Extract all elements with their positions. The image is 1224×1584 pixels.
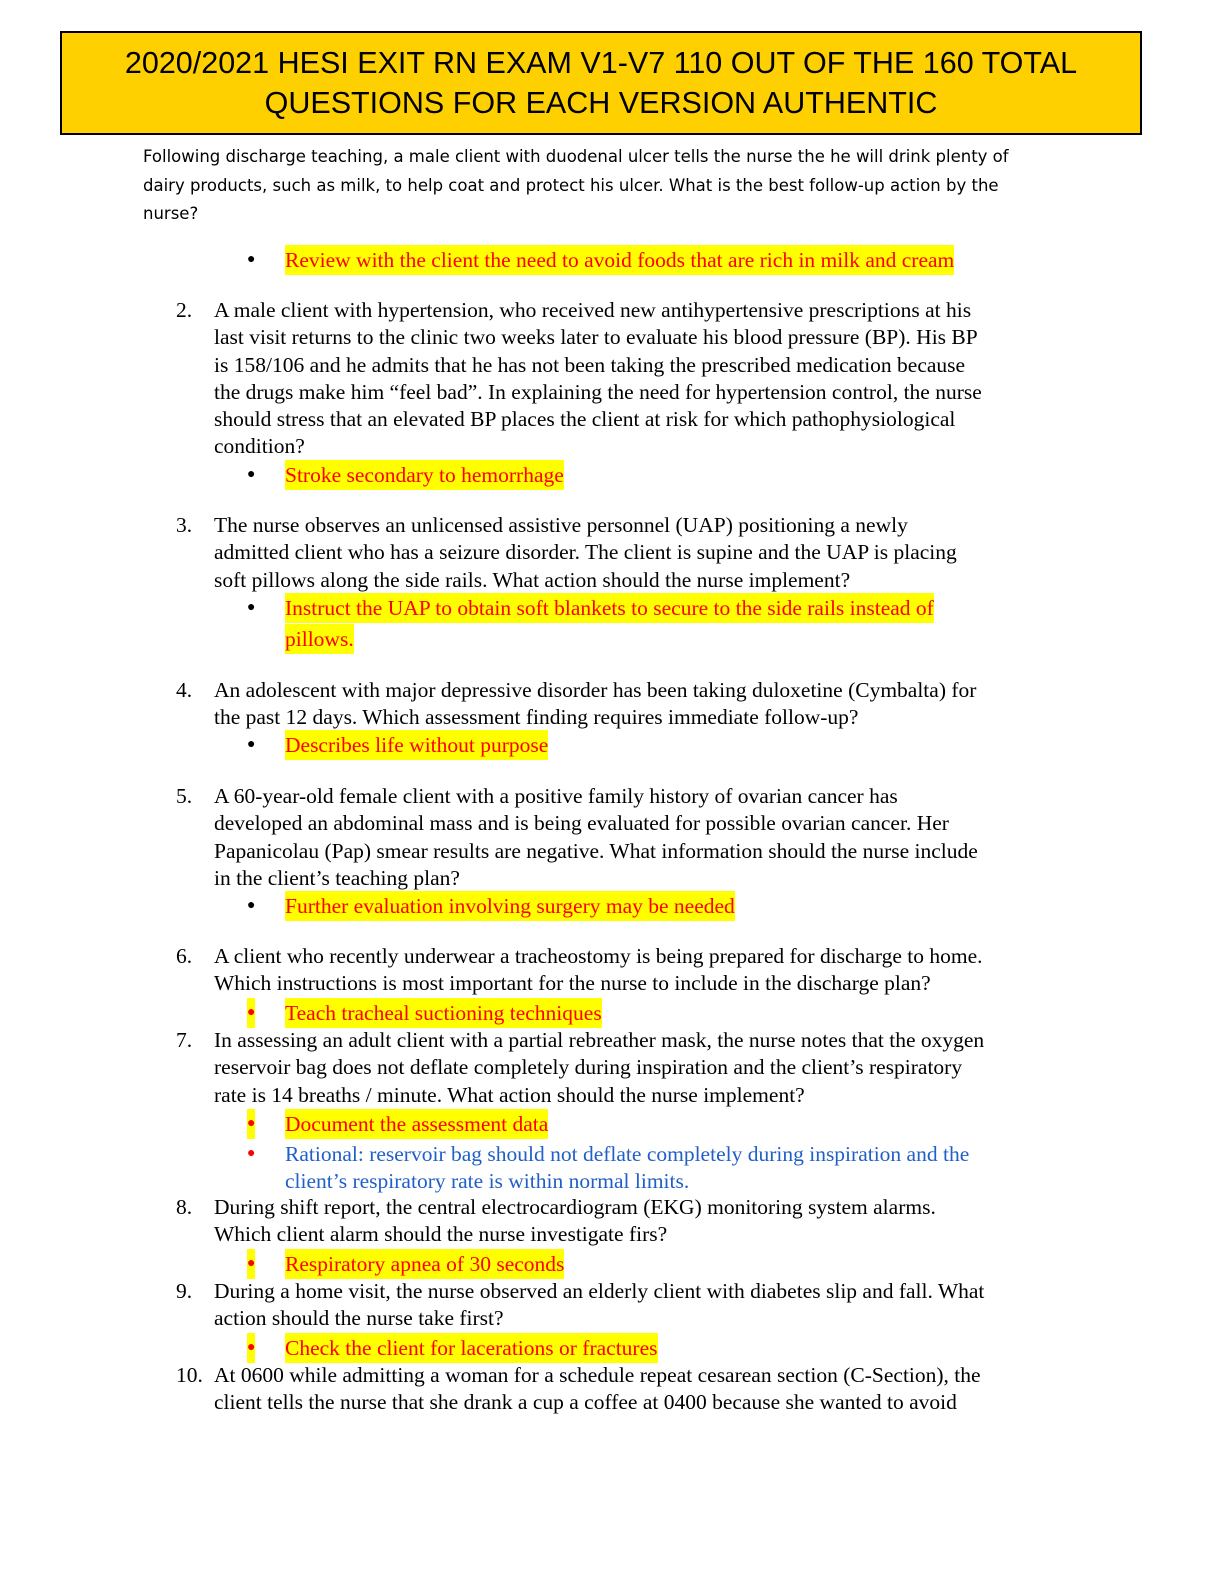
bullet-icon: ● (247, 252, 256, 267)
question-line: During a home visit, the nurse observed an elderly client with diabetes slip and fall. What (214, 1279, 985, 1303)
question-line: the drugs make him “feel bad”. In explaining the need for hypertension control, the nurse (214, 379, 982, 404)
title-line-2: QUESTIONS FOR EACH VERSION AUTHENTIC (264, 86, 938, 120)
answer-text: pillows. (285, 624, 354, 654)
question-line: During shift report, the central electrocardiogram (EKG) monitoring system alarms. (214, 1195, 936, 1219)
bullet-icon: ● (247, 1109, 255, 1139)
bullet-icon: ● (247, 1249, 255, 1279)
question-line: should stress that an elevated BP places the client at risk for which pathophysiological (214, 407, 956, 432)
question-text (214, 783, 1074, 892)
answer-text: Instruct the UAP to obtain soft blankets to secure to the side rails instead of (285, 593, 934, 623)
intro-line: Following discharge teaching, a male client with duodenal ulcer tells the nurse the he will drink plenty of (143, 147, 1009, 166)
question-line: reservoir bag does not deflate completely during inspiration and the client’s respiratory (214, 1055, 963, 1080)
question-text (214, 943, 1074, 998)
question-line: An adolescent with major depressive disorder has been taking duloxetine (Cymbalta) for (214, 678, 977, 702)
question-line: rate is 14 breaths / minute. What action should the nurse implement? (214, 1082, 805, 1107)
bullet-icon: ● (247, 737, 256, 752)
question-line: The nurse observes an unlicensed assistive personnel (UAP) positioning a newly (214, 513, 908, 537)
bullet-icon: ● (247, 998, 255, 1028)
question-line: Which client alarm should the nurse investigate firs? (214, 1222, 668, 1247)
document-title-banner (60, 31, 1142, 135)
question-number: 7. (176, 1028, 193, 1052)
answer-text: Describes life without purpose (285, 730, 548, 760)
rationale-text: client’s respiratory rate is within normal limits. (285, 1169, 690, 1193)
question-1-text (143, 143, 1078, 229)
title-line-1: 2020/2021 HESI EXIT RN EXAM V1-V7 110 OUT OF THE 160 TOTAL (124, 46, 1078, 80)
question-text (214, 1278, 1074, 1333)
question-text (214, 1194, 1074, 1249)
intro-line: nurse? (143, 204, 199, 223)
intro-line: dairy products, such as milk, to help coat and protect his ulcer. What is the best follow-up action by the (143, 175, 999, 195)
bullet-icon: ● (247, 600, 256, 615)
question-text (214, 1027, 1074, 1109)
question-line: the past 12 days. Which assessment finding requires immediate follow-up? (214, 705, 859, 730)
question-line: A male client with hypertension, who received new antihypertensive prescriptions at his (214, 298, 972, 322)
answer-text: Check the client for lacerations or fractures (285, 1333, 658, 1363)
bullet-icon: ● (247, 467, 256, 482)
question-number: 6. (176, 944, 193, 968)
bullet-icon: ● (247, 898, 256, 913)
question-number: 8. (176, 1195, 193, 1219)
answer-text: Respiratory apnea of 30 seconds (285, 1249, 564, 1279)
answer-text: Document the assessment data (285, 1109, 548, 1139)
question-line: soft pillows along the side rails. What action should the nurse implement? (214, 567, 851, 592)
question-line: is 158/106 and he admits that he has not been taking the prescribed medication because (214, 352, 966, 377)
question-line: condition? (214, 434, 305, 459)
question-line: in the client’s teaching plan? (214, 865, 460, 890)
rationale-text: Rational: reservoir bag should not deflate completely during inspiration and the (285, 1142, 970, 1166)
question-line: client tells the nurse that she drank a cup a coffee at 0400 because she wanted to avoid (214, 1390, 957, 1415)
question-number: 3. (176, 513, 193, 537)
bullet-icon: ● (247, 1333, 255, 1363)
bullet-icon: ● (247, 1146, 256, 1161)
question-text (214, 512, 1074, 594)
question-number: 9. (176, 1279, 193, 1303)
question-text (214, 297, 1074, 461)
question-line: admitted client who has a seizure disorder. The client is supine and the UAP is placing (214, 540, 957, 565)
question-line: A client who recently underwear a tracheostomy is being prepared for discharge to home. (214, 944, 983, 968)
question-text (214, 1362, 1074, 1417)
answer-text: Further evaluation involving surgery may be needed (285, 891, 735, 921)
question-line: In assessing an adult client with a partial rebreather mask, the nurse notes that the oxygen (214, 1028, 985, 1052)
answer-text: Review with the client the need to avoid foods that are rich in milk and cream (285, 245, 954, 275)
question-line: Which instructions is most important for the nurse to include in the discharge plan? (214, 971, 931, 996)
question-line: last visit returns to the clinic two weeks later to evaluate his blood pressure (BP). His BP (214, 325, 978, 350)
question-number: 2. (176, 298, 193, 322)
question-text (214, 677, 1074, 732)
question-number: 10. (176, 1363, 203, 1387)
question-number: 5. (176, 784, 193, 808)
question-line: action should the nurse take first? (214, 1306, 504, 1331)
answer-text: Teach tracheal suctioning techniques (285, 998, 602, 1028)
answer-text: Stroke secondary to hemorrhage (285, 460, 564, 490)
question-line: At 0600 while admitting a woman for a schedule repeat cesarean section (C-Section), the (214, 1363, 981, 1387)
question-line: developed an abdominal mass and is being evaluated for possible ovarian cancer. Her (214, 811, 949, 836)
question-line: A 60-year-old female client with a positive family history of ovarian cancer has (214, 784, 898, 808)
question-number: 4. (176, 678, 193, 702)
question-line: Papanicolau (Pap) smear results are negative. What information should the nurse include (214, 838, 978, 863)
